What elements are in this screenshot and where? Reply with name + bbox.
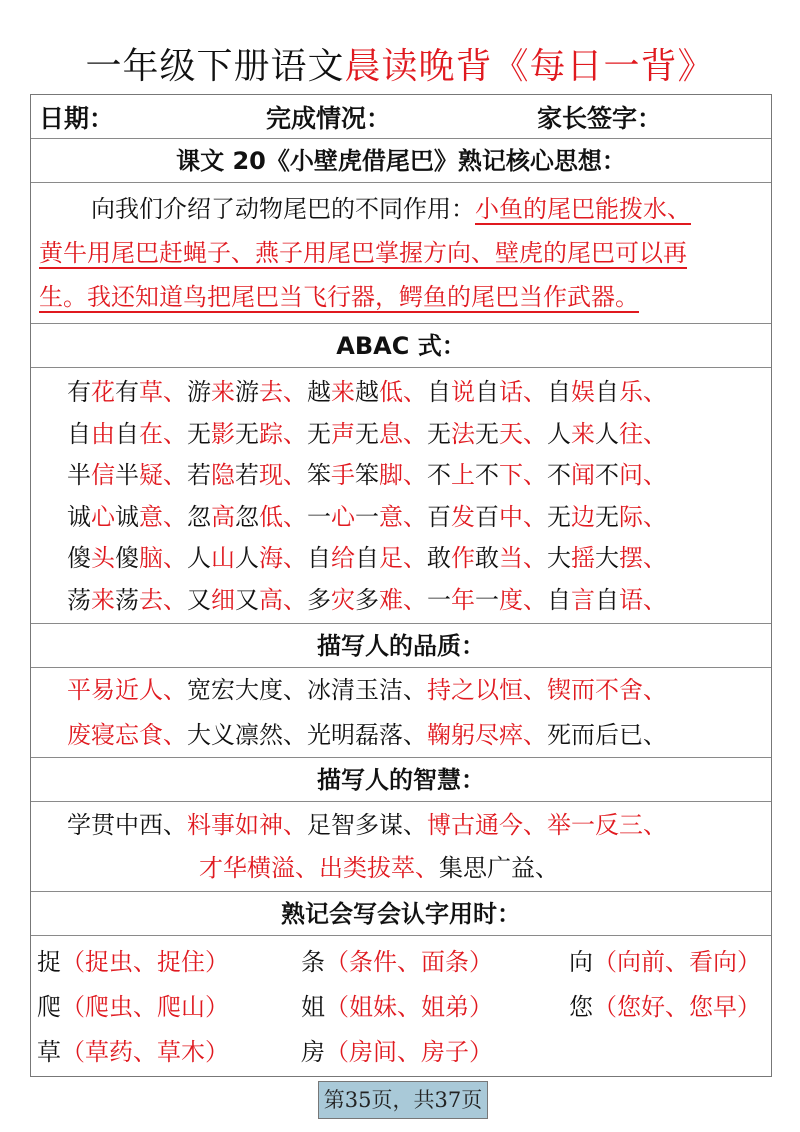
quality-segment: 持之以恒、锲而不舍、 [427, 676, 667, 704]
lesson-underlined-1: 小鱼的尾巴能拨水、 [475, 195, 691, 223]
abac-segment: 、 [403, 544, 427, 572]
chars-list [31, 936, 771, 1076]
abac-segment: 给 [331, 544, 355, 572]
abac-segment: 多 [355, 585, 379, 614]
abac-segment: 、 [403, 378, 427, 406]
abac-segment: 上 [451, 461, 475, 489]
abac-segment: 半 [67, 461, 91, 489]
abac-segment: 语 [619, 585, 643, 614]
abac-segment: 游 [187, 378, 211, 406]
quality-list [31, 668, 771, 758]
abac-segment: 意 [379, 502, 403, 531]
wisdom-segment: 料事如神、 [187, 811, 307, 839]
abac-segment: 自 [547, 378, 571, 406]
abac-segment: 自 [427, 378, 451, 406]
abac-segment: 越 [307, 378, 331, 406]
wisdom-segment: 才华横溢、出类拔萃、 [199, 854, 439, 882]
page-title [0, 38, 800, 89]
abac-segment: 去 [139, 585, 163, 614]
abac-segment: 若 [235, 461, 259, 489]
abac-segment: 、 [643, 502, 667, 531]
lesson-title: 课文 20《小壁虎借尾巴》熟记核心思想： [31, 139, 771, 183]
abac-segment: 若 [187, 461, 211, 489]
abac-segment: 、 [403, 502, 427, 531]
abac-segment: 傻 [115, 544, 139, 572]
abac-segment: 半 [115, 461, 139, 489]
abac-segment: 有 [67, 378, 91, 406]
char-glyph: 您 [569, 993, 593, 1021]
abac-segment: 、 [403, 585, 427, 614]
abac-segment: 无 [307, 419, 331, 448]
abac-segment: 、 [283, 585, 307, 614]
abac-segment: 细 [211, 585, 235, 614]
abac-segment: 来 [331, 378, 355, 406]
abac-segment: 高 [211, 502, 235, 531]
abac-segment: 、 [283, 419, 307, 448]
abac-segment: 无 [595, 502, 619, 531]
char-glyph: 草 [37, 1038, 61, 1066]
abac-segment: 摆 [619, 544, 643, 572]
abac-segment: 草 [139, 378, 163, 406]
abac-segment: 现 [259, 461, 283, 489]
abac-segment: 、 [163, 419, 187, 448]
abac-segment: 、 [523, 378, 547, 406]
abac-segment: 无 [235, 419, 259, 448]
abac-segment: 、 [283, 378, 307, 406]
abac-segment: 隐 [211, 461, 235, 489]
abac-segment: 高 [259, 585, 283, 614]
wisdom-list [31, 802, 771, 892]
abac-segment: 头 [91, 544, 115, 572]
abac-segment: 无 [547, 502, 571, 531]
abac-segment: 不 [547, 461, 571, 489]
abac-segment: 人 [595, 419, 619, 448]
abac-segment: 际 [619, 502, 643, 531]
wisdom-line [67, 847, 771, 890]
abac-segment: 灾 [331, 585, 355, 614]
abac-segment: 笨 [307, 461, 331, 489]
abac-segment: 低 [259, 502, 283, 531]
abac-segment: 、 [643, 419, 667, 448]
abac-segment: 敢 [427, 544, 451, 572]
abac-segment: 、 [643, 544, 667, 572]
abac-segment: 海 [259, 544, 283, 572]
abac-segment: 忽 [187, 502, 211, 531]
abac-segment: 息 [379, 419, 403, 448]
char-glyph: 捉 [37, 948, 61, 976]
abac-segment: 一 [475, 585, 499, 614]
char-entry [301, 985, 493, 1030]
abac-segment: 心 [91, 502, 115, 531]
abac-segment: 、 [523, 461, 547, 489]
quality-segment: 大义凛然、光明磊落、 [187, 721, 427, 749]
abac-segment: 无 [355, 419, 379, 448]
abac-segment: 、 [403, 419, 427, 448]
abac-segment: 无 [187, 419, 211, 448]
char-entry [37, 985, 229, 1030]
abac-title: ABAC 式： [31, 324, 771, 368]
abac-segment: 往 [619, 419, 643, 448]
abac-segment: 手 [331, 461, 355, 489]
abac-segment: 娱 [571, 378, 595, 406]
abac-segment: 摇 [571, 544, 595, 572]
abac-segment: 、 [643, 378, 667, 406]
char-examples: （向前、看向） [593, 948, 761, 976]
title-red: 晨读晚背《每日一背》 [344, 46, 715, 87]
abac-segment: 当 [499, 544, 523, 572]
title-black: 一年级下册语文 [85, 46, 345, 87]
abac-segment: 言 [571, 585, 595, 614]
lesson-intro: 向我们介绍了动物尾巴的不同作用： [91, 195, 475, 223]
abac-segment: 、 [283, 544, 307, 572]
chars-row [35, 985, 771, 1030]
abac-segment: 法 [451, 419, 475, 448]
quality-segment: 平易近人、 [67, 676, 187, 704]
abac-segment: 下 [499, 461, 523, 489]
header-row [31, 95, 771, 139]
abac-segment: 脚 [379, 461, 403, 489]
abac-segment: 大 [595, 544, 619, 572]
abac-segment: 声 [331, 419, 355, 448]
signature-label: 家长签字： [537, 103, 663, 133]
char-entry [569, 940, 761, 985]
abac-segment: 、 [523, 585, 547, 614]
abac-segment: 、 [283, 502, 307, 531]
abac-segment: 来 [211, 378, 235, 406]
abac-line [67, 372, 771, 414]
char-entry [569, 985, 761, 1030]
wisdom-segment: 学贯中西、 [67, 811, 187, 839]
lesson-underlined-3: 生。我还知道鸟把尾巴当飞行器，鳄鱼的尾巴当作武器。 [39, 283, 639, 311]
abac-segment: 难 [379, 585, 403, 614]
abac-segment: 百 [475, 502, 499, 531]
quality-segment: 宽宏大度、冰清玉洁、 [187, 676, 427, 704]
abac-segment: 闻 [571, 461, 595, 489]
abac-segment: 乐 [619, 378, 643, 406]
char-entry [37, 940, 229, 985]
abac-segment: 敢 [475, 544, 499, 572]
abac-list [31, 368, 771, 624]
abac-segment: 脑 [139, 544, 163, 572]
abac-segment: 、 [163, 461, 187, 489]
abac-segment: 笨 [355, 461, 379, 489]
char-examples: （捉虫、捉住） [61, 948, 229, 976]
abac-segment: 荡 [115, 585, 139, 614]
abac-segment: 天 [499, 419, 523, 448]
abac-segment: 话 [499, 378, 523, 406]
abac-segment: 来 [91, 585, 115, 614]
abac-segment: 无 [475, 419, 499, 448]
abac-segment: 、 [523, 544, 547, 572]
char-entry [301, 1030, 493, 1075]
status-label: 完成情况： [266, 103, 392, 133]
abac-segment: 边 [571, 502, 595, 531]
abac-segment: 忽 [235, 502, 259, 531]
abac-segment: 度 [499, 585, 523, 614]
abac-segment: 自 [355, 544, 379, 572]
abac-segment: 有 [115, 378, 139, 406]
abac-segment: 、 [643, 585, 667, 614]
abac-segment: 多 [307, 585, 331, 614]
chars-title: 熟记会写会认字用时： [31, 892, 771, 936]
abac-segment: 作 [451, 544, 475, 572]
abac-segment: 、 [403, 461, 427, 489]
abac-segment: 意 [139, 502, 163, 531]
char-glyph: 姐 [301, 993, 325, 1021]
abac-segment: 一 [427, 585, 451, 614]
abac-segment: 百 [427, 502, 451, 531]
abac-segment: 问 [619, 461, 643, 489]
char-examples: （房间、房子） [325, 1038, 493, 1066]
lesson-underlined-2: 黄牛用尾巴赶蝇子、燕子用尾巴掌握方向、壁虎的尾巴可以再 [39, 239, 687, 267]
abac-segment: 由 [91, 419, 115, 448]
abac-segment: 、 [163, 585, 187, 614]
char-examples: （条件、面条） [325, 948, 493, 976]
abac-line [67, 414, 771, 456]
char-examples: （您好、您早） [593, 993, 761, 1021]
char-glyph: 房 [301, 1038, 325, 1066]
char-glyph: 向 [569, 948, 593, 976]
quality-segment: 废寝忘食、 [67, 721, 187, 749]
chars-row [35, 940, 771, 985]
abac-segment: 不 [595, 461, 619, 489]
abac-segment: 说 [451, 378, 475, 406]
abac-segment: 自 [547, 585, 571, 614]
abac-segment: 人 [235, 544, 259, 572]
abac-segment: 自 [595, 378, 619, 406]
abac-segment: 自 [307, 544, 331, 572]
char-examples: （姐妹、姐弟） [325, 993, 493, 1021]
abac-segment: 年 [451, 585, 475, 614]
wisdom-segment: 集思广益、 [439, 854, 559, 882]
worksheet-table [30, 94, 772, 1077]
abac-line [67, 455, 771, 497]
abac-segment: 心 [331, 502, 355, 531]
abac-segment: 越 [355, 378, 379, 406]
char-glyph: 条 [301, 948, 325, 976]
abac-segment: 诚 [115, 502, 139, 531]
quality-title: 描写人的品质： [31, 624, 771, 668]
page-indicator: 第35页，共37页 [318, 1081, 488, 1119]
char-entry [301, 940, 493, 985]
abac-segment: 、 [643, 461, 667, 489]
abac-segment: 诚 [67, 502, 91, 531]
abac-segment: 游 [235, 378, 259, 406]
abac-segment: 人 [187, 544, 211, 572]
abac-segment: 疑 [139, 461, 163, 489]
abac-segment: 踪 [259, 419, 283, 448]
abac-segment: 在 [139, 419, 163, 448]
wisdom-segment: 足智多谋、 [307, 811, 427, 839]
wisdom-segment: 博古通今、举一反三、 [427, 811, 667, 839]
abac-segment: 中 [499, 502, 523, 531]
abac-segment: 荡 [67, 585, 91, 614]
quality-line [67, 713, 771, 758]
abac-segment: 、 [283, 461, 307, 489]
abac-segment: 傻 [67, 544, 91, 572]
abac-segment: 、 [163, 544, 187, 572]
date-label: 日期： [39, 103, 115, 133]
wisdom-line [67, 804, 771, 847]
abac-segment: 又 [187, 585, 211, 614]
quality-segment: 鞠躬尽瘁、 [427, 721, 547, 749]
char-entry [37, 1030, 229, 1075]
abac-segment: 足 [379, 544, 403, 572]
abac-segment: 自 [67, 419, 91, 448]
abac-segment: 无 [427, 419, 451, 448]
abac-segment: 自 [115, 419, 139, 448]
char-glyph: 爬 [37, 993, 61, 1021]
char-examples: （草药、草木） [61, 1038, 229, 1066]
quality-segment: 死而后已、 [547, 721, 667, 749]
abac-segment: 大 [547, 544, 571, 572]
abac-segment: 、 [523, 502, 547, 531]
lesson-paragraph [31, 183, 771, 324]
char-examples: （爬虫、爬山） [61, 993, 229, 1021]
abac-segment: 山 [211, 544, 235, 572]
abac-segment: 人 [547, 419, 571, 448]
abac-segment: 、 [163, 378, 187, 406]
abac-line [67, 580, 771, 622]
chars-row [35, 1030, 771, 1075]
abac-segment: 一 [307, 502, 331, 531]
quality-line [67, 668, 771, 713]
abac-line [67, 538, 771, 580]
abac-segment: 花 [91, 378, 115, 406]
abac-segment: 一 [355, 502, 379, 531]
abac-segment: 影 [211, 419, 235, 448]
abac-line [67, 497, 771, 539]
abac-segment: 去 [259, 378, 283, 406]
abac-segment: 不 [427, 461, 451, 489]
abac-segment: 自 [595, 585, 619, 614]
wisdom-title: 描写人的智慧： [31, 758, 771, 802]
abac-segment: 信 [91, 461, 115, 489]
abac-segment: 不 [475, 461, 499, 489]
abac-segment: 、 [523, 419, 547, 448]
abac-segment: 发 [451, 502, 475, 531]
abac-segment: 自 [475, 378, 499, 406]
abac-segment: 、 [163, 502, 187, 531]
abac-segment: 又 [235, 585, 259, 614]
abac-segment: 低 [379, 378, 403, 406]
abac-segment: 来 [571, 419, 595, 448]
